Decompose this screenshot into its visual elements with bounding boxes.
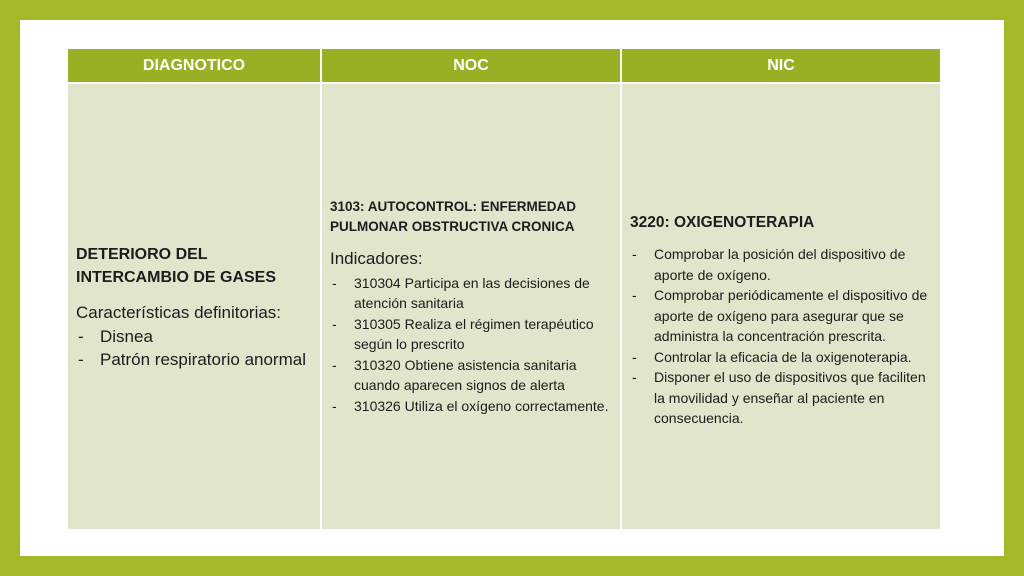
diagnosis-list xyxy=(76,325,312,371)
list-item: - Disnea xyxy=(76,325,312,348)
header-diagnostico: DIAGNOTICO xyxy=(67,48,321,83)
nic-cell xyxy=(621,83,941,530)
diagnostico-cell xyxy=(67,83,321,530)
header-noc: NOC xyxy=(321,48,621,83)
list-item: - 310320 Obtiene asistencia sanitaria cuando aparecen signos de alerta xyxy=(330,355,612,396)
noc-indicator-list xyxy=(330,273,612,417)
diagnosis-subtitle: Características definitorias: xyxy=(76,302,282,322)
list-item: - Comprobar periódicamente el dispositivo de aporte de oxígeno para asegurar que se administra la concentración prescrita. xyxy=(630,285,932,347)
table-row xyxy=(67,83,941,530)
list-item: - 310326 Utiliza el oxígeno correctamente. xyxy=(330,396,612,417)
care-plan-table xyxy=(66,47,942,531)
list-item: - Patrón respiratorio anormal xyxy=(76,348,312,371)
noc-code: 3103: AUTOCONTROL: ENFERMEDAD PULMONAR OBSTRUCTIVA CRONICA xyxy=(330,198,577,234)
slide xyxy=(20,20,1004,556)
diagnosis-title: DETERIORO DEL INTERCAMBIO DE GASES xyxy=(76,245,277,286)
list-item: - Controlar la eficacia de la oxigenoterapia. xyxy=(630,347,932,368)
nic-title: 3220: OXIGENOTERAPIA xyxy=(630,214,815,232)
indicators-label: Indicadores: xyxy=(330,248,423,268)
nic-activity-list xyxy=(630,244,932,429)
list-item: - Comprobar la posición del dispositivo de aporte de oxígeno. xyxy=(630,244,932,285)
list-item: - Disponer el uso de dispositivos que faciliten la movilidad y enseñar al paciente en consecuencia. xyxy=(630,367,932,429)
header-nic: NIC xyxy=(621,48,941,83)
list-item: - 310304 Participa en las decisiones de atención sanitaria xyxy=(330,273,612,314)
list-item: - 310305 Realiza el régimen terapéutico según lo prescrito xyxy=(330,314,612,355)
noc-cell xyxy=(321,83,621,530)
table-header-row xyxy=(67,48,941,83)
